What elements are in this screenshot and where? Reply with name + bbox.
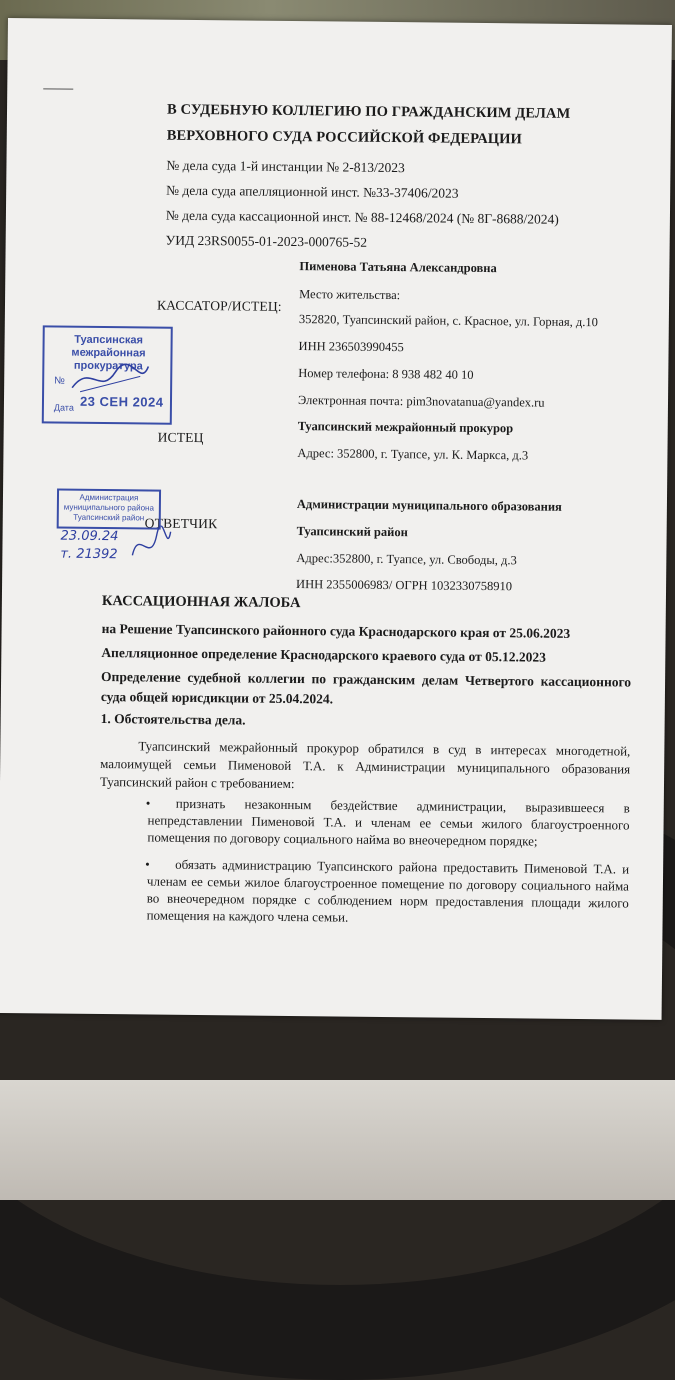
defendant-inn: ИНН 2355006983/ ОГРН 1032330758910 (296, 577, 513, 594)
claims-list (147, 795, 630, 929)
list-item (147, 856, 630, 929)
document-page (0, 18, 672, 1020)
page-mark (43, 88, 73, 89)
case-number-cassation: № дела суда кассационной инст. № 88-12468/2024 (№ 8Г-8688/2024) (165, 207, 559, 227)
administration-stamp (57, 489, 161, 530)
plaintiff-label: ИСТЕЦ (157, 429, 204, 446)
claimant-email: Электронная почта: pim3novatanua@yandex.ru (297, 393, 545, 410)
claimant-residence-label: Место жительства: (299, 287, 401, 303)
claimant-address: 352820, Туапсинский район, с. Красное, ул. Горная, д.10 (298, 312, 598, 330)
signature-icon (70, 358, 150, 399)
administration-hand-number: т. 21392 (60, 546, 118, 563)
prosecutor-stamp (42, 325, 173, 424)
claimant-phone: Номер телефона: 8 938 482 40 10 (298, 366, 474, 382)
claimant-name: Пименова Татьяна Александровна (299, 259, 497, 276)
defendant-name-1: Администрации муниципального образования (296, 497, 562, 514)
admin-signature-icon (128, 525, 172, 565)
plaintiff-name: Туапсинский межрайонный прокурор (297, 419, 514, 436)
defendant-name-2: Туапсинский район (296, 524, 408, 540)
defendant-address: Адрес:352800, г. Туапсе, ул. Свободы, д.3 (296, 551, 517, 568)
claim-text-1: признать незаконным бездействие администрации, выразившееся в непредставлении Пименовой Т.А. и членам ее семьи жилого благоустроенного помещения по договору социального найма во внеочередном порядке; (147, 795, 630, 849)
defendant-label: ОТВЕТЧИК (144, 515, 218, 532)
claim-text-2: обязать администрацию Туапсинского района предоставить Пименовой Т.А. и членам ее семьи жилое благоустроенное помещение по договору социального найма во внеочередном порядке с соблюдением норм предоставления площади жилого помещения на каждого члена семьи. (146, 856, 630, 925)
case-number-first: № дела суда 1-й инстанции № 2-813/2023 (166, 157, 405, 176)
addressee-line-1: В СУДЕБНУЮ КОЛЛЕГИЮ ПО ГРАЖДАНСКИМ ДЕЛАМ (166, 101, 571, 122)
prosecutor-stamp-date-label: Дата (53, 402, 74, 413)
case-number-appeal: № дела суда апелляционной инст. №33-37406/2023 (166, 182, 459, 201)
prosecutor-stamp-number: № (54, 375, 65, 387)
bullet-icon: • (145, 856, 150, 872)
complaint-title: КАССАЦИОННАЯ ЖАЛОБА (101, 593, 301, 612)
prosecutor-stamp-date: 23 СЕН 2024 (79, 393, 164, 410)
claimant-inn: ИНН 236503990455 (298, 339, 404, 355)
prosecutor-stamp-title: Туапсинская межрайонная прокуратура (71, 333, 146, 373)
uid-line: УИД 23RS0055-01-2023-000765-52 (165, 232, 368, 250)
claimant-label: КАССАТОР/ИСТЕЦ: (156, 297, 282, 314)
paragraph-circumstances: Туапсинский межрайонный прокурор обратился в суд в интересах многодетной, малоимущей семьи Пименовой Т.А. к Администрации муниципального образования Туапсинский район с требованием: (99, 738, 631, 792)
plaintiff-address: Адрес: 352800, г. Туапсе, ул. К. Маркса, д.3 (297, 446, 529, 463)
administration-stamp-title: Администрация муниципального района Туапсинский район (63, 492, 154, 523)
background-seat (0, 1080, 675, 1200)
addressee-line-2: ВЕРХОВНОГО СУДА РОССИЙСКОЙ ФЕДЕРАЦИИ (166, 127, 523, 148)
section-heading: 1. Обстоятельства дела. (100, 711, 246, 728)
administration-hand-date: 23.09.24 (60, 528, 119, 545)
complaint-on-cassation: Определение судебной коллегии по гражданским делам Четвертого кассационного суда общей юрисдикции от 25.04.2024. (100, 669, 632, 707)
bullet-icon: • (145, 795, 151, 811)
complaint-on-appeal: Апелляционное определение Краснодарского краевого суда от 05.12.2023 (101, 645, 546, 665)
list-item (147, 795, 630, 851)
complaint-on-decision: на Решение Туапсинского районного суда Краснодарского края от 25.06.2023 (101, 621, 571, 641)
